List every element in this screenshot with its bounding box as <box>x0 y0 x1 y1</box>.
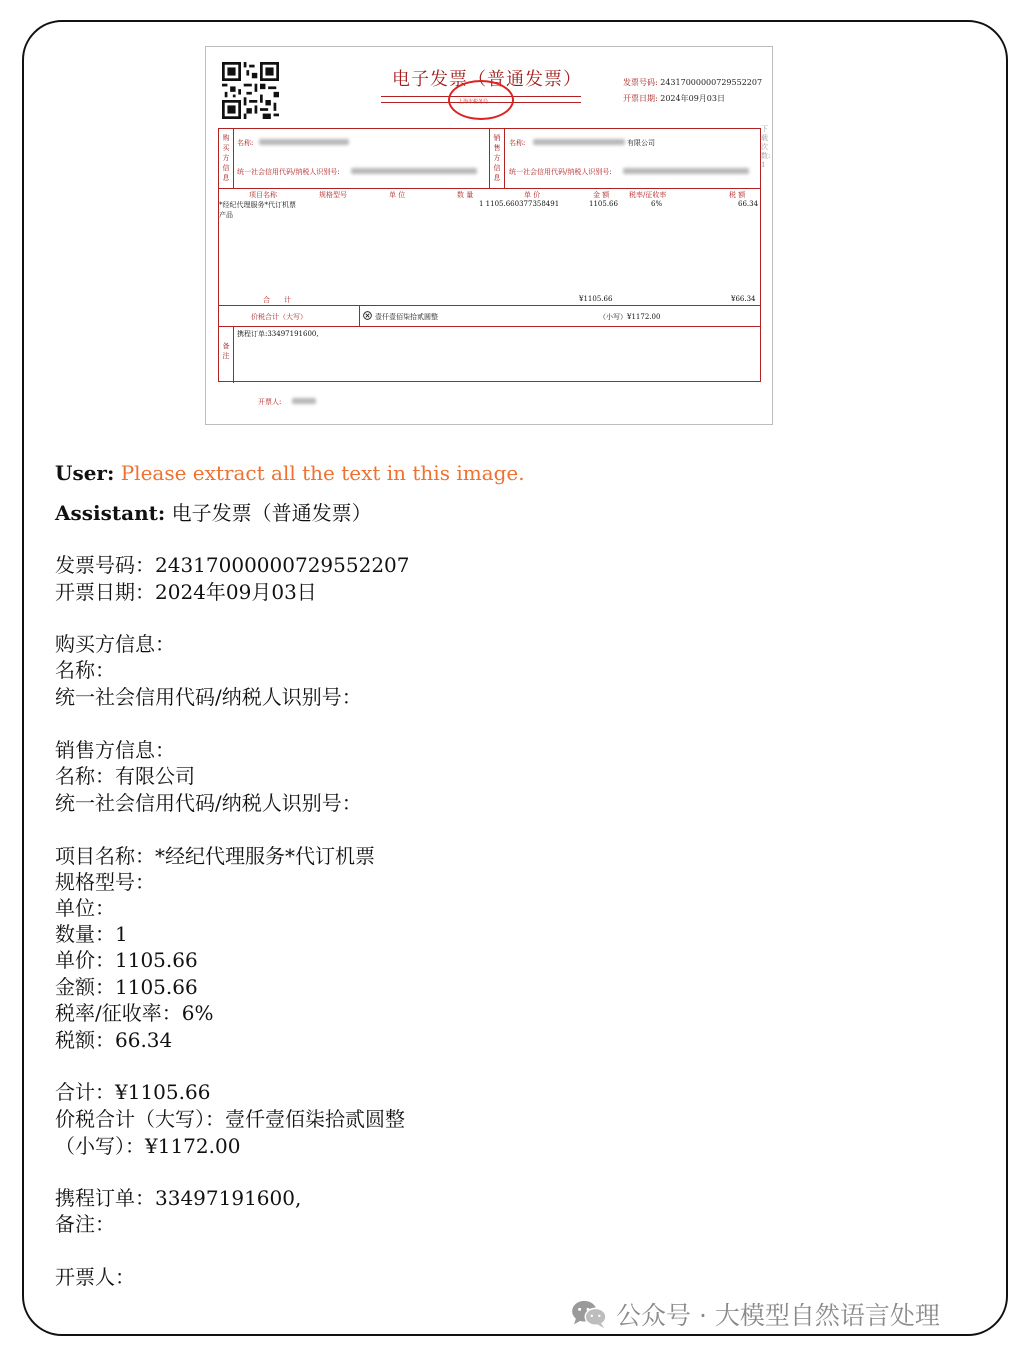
table-divider <box>219 188 760 189</box>
item-tax: 66.34 <box>738 200 759 208</box>
seller-taxid-redacted <box>623 168 749 174</box>
issuer-label: 开票人: <box>258 398 282 406</box>
header-unit: 单 位 <box>389 191 406 199</box>
response-line: 金额：1105.66 <box>55 975 198 999</box>
issuer-redacted <box>292 398 316 404</box>
watermark-text: 公众号 · 大模型自然语言处理 <box>616 1301 940 1330</box>
response-line: 规格型号： <box>55 870 155 894</box>
table-divider <box>504 129 505 188</box>
response-line: 发票号码：24317000000729552207 <box>55 553 410 577</box>
item-name-cont: 产品 <box>219 211 233 219</box>
response-line: （小写）：¥1172.00 <box>55 1134 241 1158</box>
tax-total-label: 价税合计（大写） <box>251 313 307 321</box>
response-line: 销售方信息： <box>55 738 175 762</box>
seller-taxid-label: 统一社会信用代码/纳税人识别号: <box>509 168 612 176</box>
remark-label: 备注 <box>222 342 230 360</box>
invoice-title: 电子发票（普通发票） <box>392 69 582 90</box>
user-prompt: Please extract all the text in this image. <box>120 461 525 485</box>
circle-x-icon <box>363 311 372 320</box>
user-label: User: <box>55 461 115 485</box>
response-line: 单位： <box>55 896 115 920</box>
seller-section-label: 销售方信息 <box>493 134 501 182</box>
assistant-message <box>55 500 372 526</box>
header-tax: 税 额 <box>729 191 746 199</box>
table-divider <box>219 326 760 327</box>
response-line: 税额：66.34 <box>55 1028 173 1052</box>
download-count-note: 下载次数: 1 <box>761 125 771 169</box>
assistant-label: Assistant: <box>55 501 166 525</box>
response-line: 开票人： <box>55 1265 135 1289</box>
wechat-icon <box>570 1299 608 1329</box>
seller-name-label: 名称: <box>509 139 526 147</box>
response-line: 备注： <box>55 1212 115 1236</box>
invoice-number-label: 发票号码: <box>623 78 658 87</box>
table-divider <box>489 129 490 188</box>
buyer-section-label: 购买方信息 <box>222 134 230 182</box>
user-message <box>55 460 525 486</box>
header-item-name: 项目名称 <box>249 191 277 199</box>
response-line: 合计：¥1105.66 <box>55 1080 211 1104</box>
assistant-title: 电子发票（普通发票） <box>171 501 372 525</box>
invoice-date-value: 2024年09月03日 <box>660 94 725 103</box>
response-line: 携程订单：33497191600, <box>55 1186 302 1210</box>
seal-text: 上海市税务局 <box>458 99 489 105</box>
buyer-taxid-label: 统一社会信用代码/纳税人识别号: <box>237 168 340 176</box>
response-line: 统一社会信用代码/纳税人识别号： <box>55 685 362 709</box>
table-divider <box>233 129 234 188</box>
remark-text: 携程订单:33497191600, <box>237 330 319 338</box>
seller-name-redacted <box>533 139 625 145</box>
header-amount: 金 额 <box>593 191 610 199</box>
invoice-number-value: 24317000000729552207 <box>660 78 763 87</box>
header-price: 单 价 <box>524 191 541 199</box>
header-rate: 税率/征收率 <box>629 191 667 199</box>
header-qty: 数 量 <box>457 191 474 199</box>
buyer-name-label: 名称: <box>237 139 254 147</box>
total-tax: ¥66.34 <box>731 295 756 303</box>
response-line: 数量：1 <box>55 922 128 946</box>
table-divider <box>233 326 234 383</box>
table-divider <box>359 305 360 326</box>
response-line: 价税合计（大写）：壹仟壹佰柒拾贰圆整 <box>55 1107 405 1131</box>
response-line: 税率/征收率：6% <box>55 1001 214 1025</box>
response-line: 名称：有限公司 <box>55 764 195 788</box>
total-amount: ¥1105.66 <box>579 295 613 303</box>
item-name: *经纪代理服务*代订机票 <box>219 201 296 209</box>
invoice-date-label: 开票日期: <box>623 94 658 103</box>
response-line: 统一社会信用代码/纳税人识别号： <box>55 791 362 815</box>
item-qty-price: 1 1105.660377358491 <box>479 200 560 208</box>
seller-name-suffix: 有限公司 <box>627 139 655 147</box>
tax-seal <box>448 80 514 120</box>
response-line: 名称： <box>55 658 115 682</box>
item-rate: 6% <box>651 200 663 208</box>
tax-total-lower: （小写）¥1172.00 <box>599 313 661 321</box>
buyer-taxid-redacted <box>351 168 477 174</box>
invoice-date-row <box>623 93 725 104</box>
buyer-name-redacted <box>259 139 349 145</box>
invoice-table <box>218 128 761 382</box>
response-line: 项目名称：*经纪代理服务*代订机票 <box>55 844 375 868</box>
invoice-number-row <box>623 77 762 88</box>
invoice-image <box>205 46 773 425</box>
table-divider <box>219 305 760 306</box>
watermark <box>570 1296 940 1332</box>
total-label: 合 计 <box>263 296 291 304</box>
response-line: 开票日期：2024年09月03日 <box>55 580 317 604</box>
item-amount: 1105.66 <box>589 200 618 208</box>
header-spec: 规格型号 <box>319 191 347 199</box>
response-line: 单价：1105.66 <box>55 948 198 972</box>
response-line: 购买方信息： <box>55 632 175 656</box>
qr-code-icon <box>222 62 279 119</box>
tax-total-upper: 壹仟壹佰柒拾贰圆整 <box>375 313 438 321</box>
